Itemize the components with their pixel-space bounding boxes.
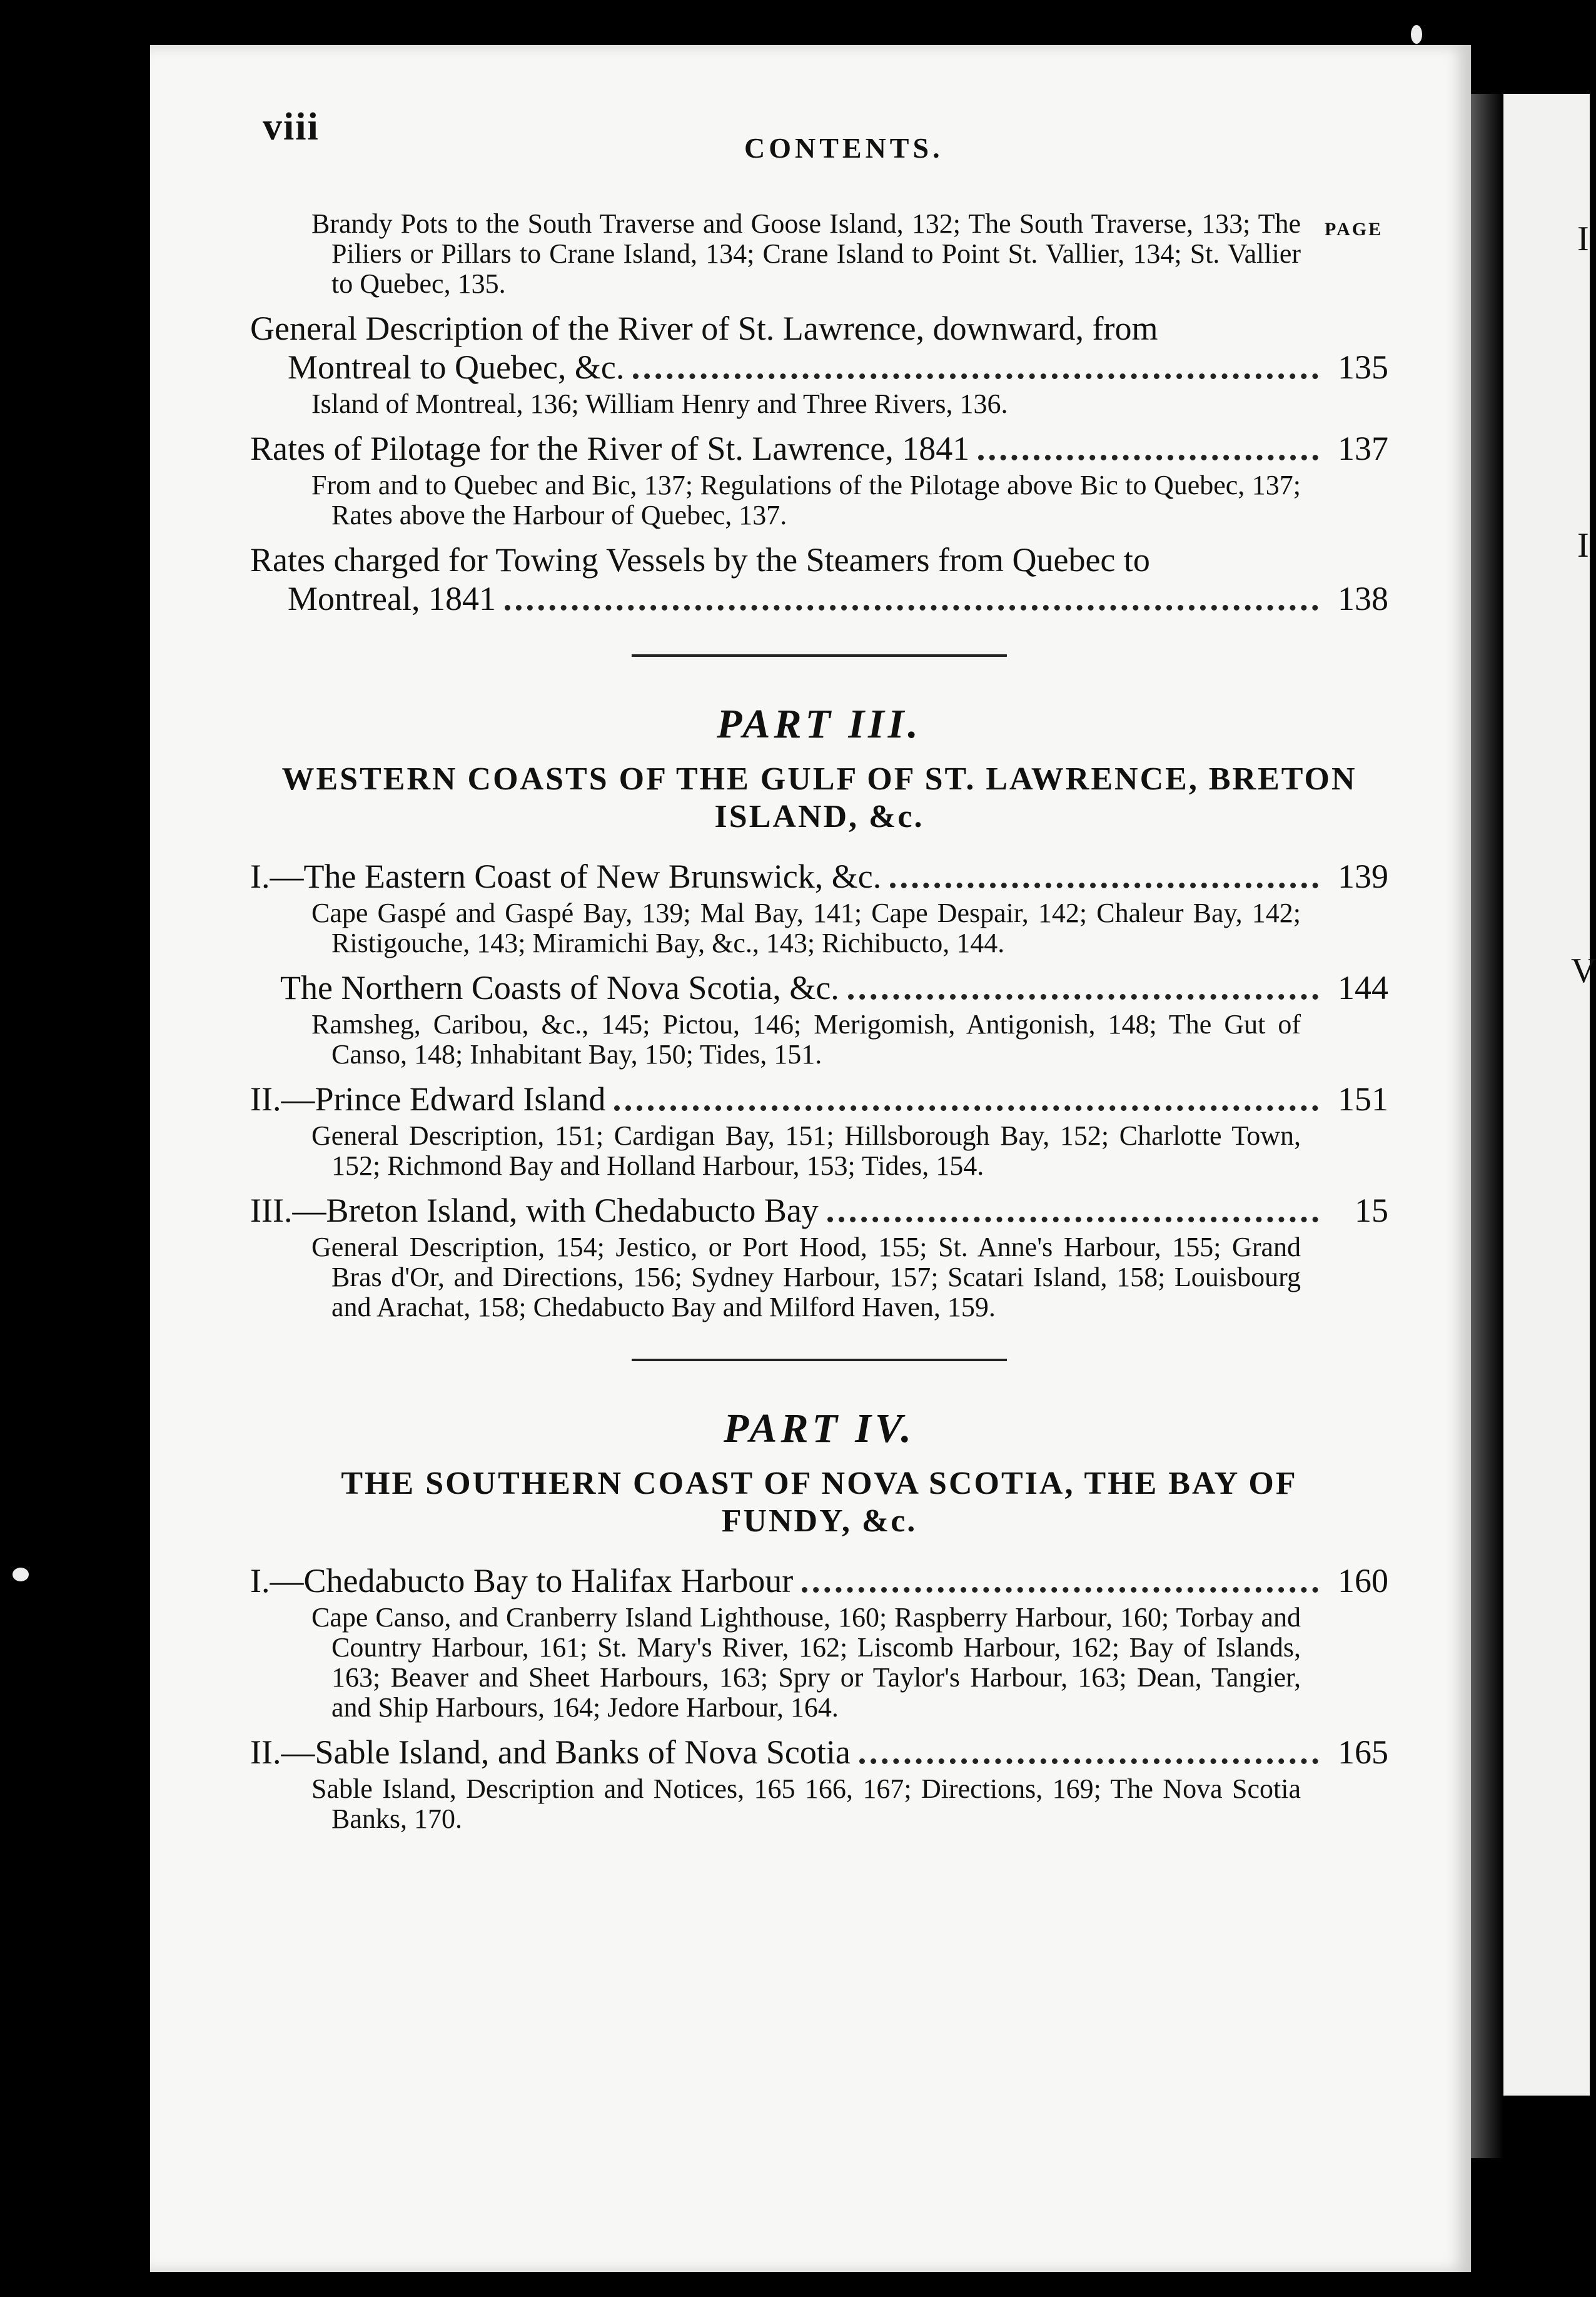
toc-entry bbox=[250, 348, 1388, 387]
facing-page-letter: V bbox=[1571, 951, 1596, 990]
facing-page-letter: I bbox=[1577, 526, 1589, 565]
toc-entry bbox=[250, 1080, 1388, 1118]
page-number: viii bbox=[263, 106, 320, 148]
dot-leader bbox=[802, 1587, 1318, 1593]
section-rule bbox=[632, 654, 1007, 657]
entry-page: 137 bbox=[1338, 430, 1388, 467]
part-subtitle: WESTERN COASTS OF THE GULF OF ST. LAWRENCE, BRETON ISLAND, &c. bbox=[281, 761, 1357, 834]
toc-entry bbox=[250, 579, 1388, 618]
part2-tail-section bbox=[250, 209, 1388, 618]
entry-title: Montreal, 1841 bbox=[288, 580, 496, 617]
entry-page: 160 bbox=[1338, 1562, 1388, 1600]
toc-entry bbox=[250, 968, 1388, 1007]
entry-title: I.—The Eastern Coast of New Brunswick, &c. bbox=[250, 858, 882, 895]
entry-details: Brandy Pots to the South Traverse and Goose Island, 132; The South Traverse, 133; The Piliers or Pillars to Crane Island, 134; Crane Island to Point St. Vallier, 134; St. Vallier to Quebec, 135. bbox=[311, 208, 1301, 299]
part3-entries bbox=[250, 857, 1388, 1322]
entry-details: Cape Canso, and Cranberry Island Lighthouse, 160; Raspberry Harbour, 160; Torbay and Country Harbour, 161; St. Mary's River, 162; Liscomb Harbour, 162; Bay of Islands, 163; Beaver and Sheet Harbours, 163; Spry or Taylor's Harbour, 163; Dean, Tangier, and Ship Harbours, 164; Jedore Harbour, 164. bbox=[311, 1602, 1301, 1723]
entry-details: Island of Montreal, 136; William Henry and Three Rivers, 136. bbox=[311, 388, 1008, 419]
entry-details: From and to Quebec and Bic, 137; Regulations of the Pilotage above Bic to Quebec, 137; Rates above the Harbour of Quebec, 137. bbox=[311, 470, 1301, 530]
entry-title: General Description of the River of St. Lawrence, downward, from bbox=[250, 310, 1158, 347]
entry-details: General Description, 154; Jestico, or Port Hood, 155; St. Anne's Harbour, 155; Grand Bras d'Or, and Directions, 156; Sydney Harbour, 157; Scatari Island, 158; Louisbourg and Arachat, 158; Chedabucto Bay and Milford Haven, 159. bbox=[311, 1232, 1301, 1322]
part4-section bbox=[250, 1405, 1388, 1834]
part3-section bbox=[250, 701, 1388, 1322]
entry-details: General Description, 151; Cardigan Bay, 151; Hillsborough Bay, 152; Charlotte Town, 152; Richmond Bay and Holland Harbour, 153; Tides, 154. bbox=[311, 1120, 1301, 1181]
facing-page bbox=[1503, 94, 1596, 2096]
entry-title: Montreal to Quebec, &c. bbox=[288, 348, 625, 386]
toc-entry bbox=[250, 1561, 1388, 1600]
dot-leader bbox=[827, 1217, 1318, 1222]
facing-page-letter: I bbox=[1577, 220, 1589, 258]
page-column-label: PAGE bbox=[1325, 219, 1383, 240]
part-title: PART III. bbox=[717, 701, 922, 747]
part-subtitle: THE SOUTHERN COAST OF NOVA SCOTIA, THE BAY OF FUNDY, &c. bbox=[341, 1466, 1298, 1539]
dot-leader bbox=[633, 373, 1318, 379]
dot-leader bbox=[614, 1105, 1318, 1111]
section-rule bbox=[632, 1359, 1007, 1361]
entry-page: 135 bbox=[1338, 348, 1388, 386]
entry-page: 139 bbox=[1338, 858, 1388, 895]
entry-title: Rates charged for Towing Vessels by the Steamers from Quebec to bbox=[250, 541, 1150, 579]
toc-entry bbox=[250, 857, 1388, 896]
part4-entries bbox=[250, 1561, 1388, 1834]
entry-title: Rates of Pilotage for the River of St. Lawrence, 1841 bbox=[250, 430, 970, 467]
entry-page: 165 bbox=[1338, 1733, 1388, 1771]
contents-body bbox=[250, 206, 1388, 1844]
entry-title: II.—Sable Island, and Banks of Nova Scotia bbox=[250, 1733, 851, 1771]
scan-speck bbox=[1411, 25, 1422, 44]
entry-page: 144 bbox=[1338, 969, 1388, 1007]
dot-leader bbox=[848, 994, 1318, 1000]
entry-details: Sable Island, Description and Notices, 165 166, 167; Directions, 169; The Nova Scotia Banks, 170. bbox=[311, 1773, 1301, 1834]
dot-leader bbox=[859, 1758, 1318, 1764]
entry-title: III.—Breton Island, with Chedabucto Bay bbox=[250, 1192, 819, 1229]
entry-page: 138 bbox=[1338, 580, 1388, 617]
part-title: PART IV. bbox=[724, 1406, 915, 1451]
toc-entry bbox=[250, 429, 1388, 468]
entry-title: The Northern Coasts of Nova Scotia, &c. bbox=[280, 969, 839, 1007]
dot-leader bbox=[890, 883, 1318, 888]
entry-details: Ramsheg, Caribou, &c., 145; Pictou, 146; Merigomish, Antigonish, 148; The Gut of Canso, 148; Inhabitant Bay, 150; Tides, 151. bbox=[311, 1009, 1301, 1070]
entry-title: I.—Chedabucto Bay to Halifax Harbour bbox=[250, 1562, 794, 1600]
dot-leader bbox=[505, 605, 1318, 611]
page-gutter-shadow bbox=[1471, 94, 1503, 2158]
running-head: CONTENTS. bbox=[744, 132, 944, 164]
entry-title: II.—Prince Edward Island bbox=[250, 1080, 606, 1118]
scan-speck bbox=[13, 1568, 29, 1581]
entry-page: 15 bbox=[1355, 1192, 1388, 1229]
toc-entry bbox=[250, 1733, 1388, 1772]
dot-leader bbox=[978, 455, 1318, 460]
entry-details: Cape Gaspé and Gaspé Bay, 139; Mal Bay, 141; Cape Despair, 142; Chaleur Bay, 142; Ristigouche, 143; Miramichi Bay, &c., 143; Richibucto, 144. bbox=[311, 898, 1301, 958]
entry-page: 151 bbox=[1338, 1080, 1388, 1118]
toc-entry bbox=[250, 1191, 1388, 1230]
